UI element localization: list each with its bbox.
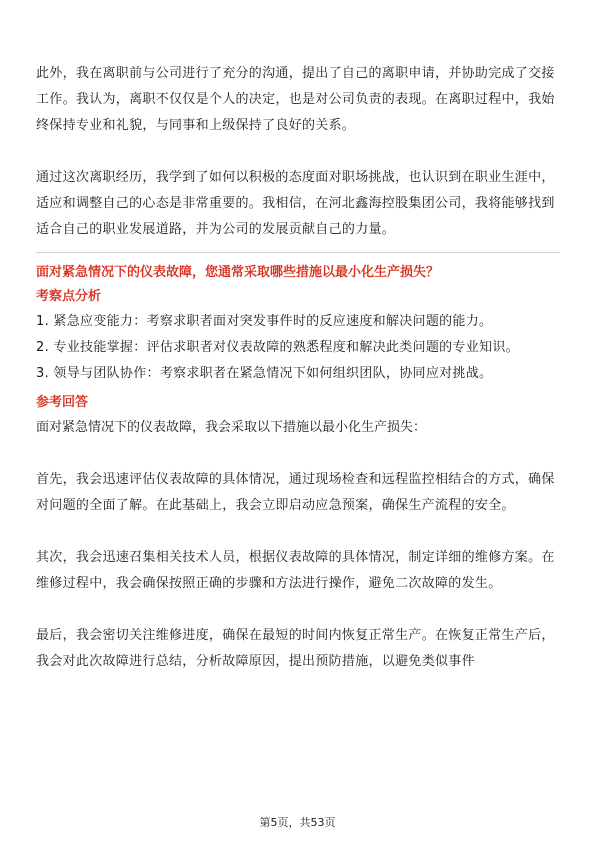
answer-paragraph-3: 最后，我会密切关注维修进度，确保在最短的时间内恢复正常生产。在恢复正常生产后，我会对此次故障进行总结，分析故障原因，提出预防措施，以避免类似事件 <box>36 628 555 669</box>
intro-paragraph-1: 此外，我在离职前与公司进行了充分的沟通，提出了自己的离职申请，并协助完成了交接工作。我认为，离职不仅仅是个人的决定，也是对公司负责的表现。在离职过程中，我始终保持专业和礼貌，与同事和上级保持了良好的关系。 <box>36 66 555 133</box>
page-number: 第5页，共53页 <box>259 816 336 829</box>
answer-paragraph-1: 首先，我会迅速评估仪表故障的具体情况，通过现场检查和远程监控相结合的方式，确保对问题的全面了解。在此基础上，我会立即启动应急预案，确保生产流程的安全。 <box>36 472 555 513</box>
reference-answer-intro: 面对紧急情况下的仪表故障，我会采取以下措施以最小化生产损失： <box>36 420 427 435</box>
analysis-label: 考察点分析 <box>36 289 102 304</box>
analysis-point-1: 1. 紧急应变能力：考察求职者面对突发事件时的反应速度和解决问题的能力。 <box>36 314 493 329</box>
analysis-point-2: 2. 专业技能掌握：评估求职者对仪表故障的熟悉程度和解决此类问题的专业知识。 <box>36 340 519 355</box>
intro-paragraph-2: 通过这次离职经历，我学到了如何以积极的态度面对职场挑战，也认识到在职业生涯中，适应和调整自己的心态是非常重要的。我相信，在河北鑫海控股集团公司，我将能够找到适合自己的职业发展道路，并为公司的发展贡献自己的力量。 <box>36 170 555 237</box>
analysis-point-3: 3. 领导与团队协作：考察求职者在紧急情况下如何组织团队，协同应对挑战。 <box>36 366 493 381</box>
section-divider <box>36 252 560 253</box>
reference-answer-label: 参考回答 <box>36 395 89 410</box>
document-body <box>36 61 560 675</box>
interview-question: 面对紧急情况下的仪表故障，您通常采取哪些措施以最小化生产损失？ <box>36 265 440 280</box>
answer-paragraph-2: 其次，我会迅速召集相关技术人员，根据仪表故障的具体情况，制定详细的维修方案。在维修过程中，我会确保按照正确的步骤和方法进行操作，避免二次故障的发生。 <box>36 550 555 591</box>
